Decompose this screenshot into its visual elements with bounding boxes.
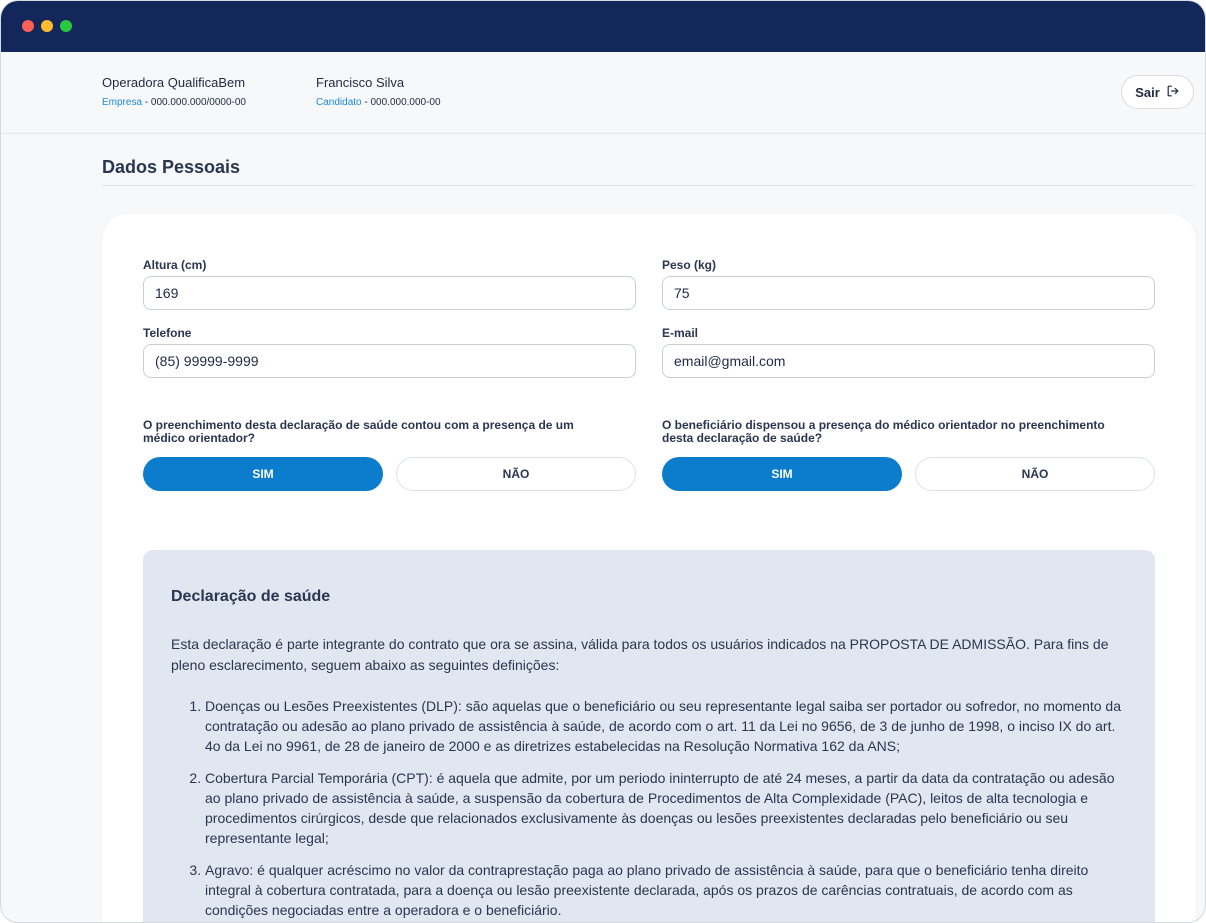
email-value: email@gmail.com (674, 353, 786, 369)
email-label: E-mail (662, 326, 699, 340)
company-details (102, 97, 246, 108)
question-advisor-waived: O beneficiário dispensou a presença do médico orientador no preenchimento desta declaração de saúde? (662, 418, 1105, 445)
company-id: - 000.000.000/0000-00 (142, 97, 246, 108)
question-medical-advisor: O preenchimento desta declaração de saúde contou com a presença de um médico orientador? (143, 418, 574, 445)
q1-yes-button[interactable]: SIM (143, 457, 383, 491)
declaration-intro: Esta declaração é parte integrante do contrato que ora se assina, válida para todos os usuários indicados na PROPOSTA DE ADMISSÃO. Para fins de pleno esclarecimento, seguem abaixo as seguintes definições: (171, 636, 1109, 673)
email-input[interactable] (662, 344, 1155, 378)
height-label: Altura (cm) (143, 258, 207, 272)
company-info (102, 75, 246, 108)
height-input[interactable] (143, 276, 636, 310)
close-window-button[interactable] (22, 20, 34, 32)
candidate-id: - 000.000.000-00 (361, 97, 441, 108)
logout-label: Sair (1135, 84, 1160, 100)
weight-input[interactable] (662, 276, 1155, 310)
health-declaration-panel (143, 550, 1155, 923)
height-value: 169 (155, 285, 179, 301)
q2-yes-button[interactable]: SIM (662, 457, 902, 491)
phone-label: Telefone (143, 326, 192, 340)
definition-item: 1. Doenças ou Lesões Preexistentes (DLP): são aquelas que o beneficiário ou seu representante legal saiba ser portador ou sofredor, no momento da contratação ou adesão ao plano privado de assistência à saúde, de acordo com o art. 11 da Lei no 9656, de 3 de junho de 1998, o inciso IX do art. 4o da Lei no 9961, de 28 de janeiro de 2000 e as diretrizes estabelecidas na Resolução Normativa 162 da ANS; (205, 696, 1127, 756)
definition-item: 3. Agravo: é qualquer acréscimo no valor da contraprestação paga ao plano privado de assistência à saúde, para que o beneficiário tenha direito integral à cobertura contratada, para a doença ou lesão preexistente declarada, após os prazos de carências contratuais, de acordo com as condições negociadas entre a operadora e o beneficiário. (205, 860, 1127, 920)
candidate-details (316, 97, 441, 108)
maximize-window-button[interactable] (60, 20, 72, 32)
candidate-info (316, 75, 441, 108)
weight-value: 75 (674, 285, 690, 301)
company-name: Operadora QualificaBem (102, 75, 246, 90)
phone-value: (85) 99999-9999 (155, 353, 259, 369)
q1-no-button[interactable]: NÃO (396, 457, 636, 491)
definition-item: 2. Cobertura Parcial Temporária (CPT): é aquela que admite, por um periodo ininterrupto de até 24 meses, a partir da data da contratação ou adesão ao plano privado de assistência à saúde, a suspensão da cobertura de Procedimentos de Alta Complexidade (PAC), leitos de alta tecnologia e procedimentos cirúrgicos, desde que relacionados exclusivamente às doenças ou lesões preexistentes declaradas pelo beneficiário ou seu representante legal; (205, 768, 1127, 848)
candidate-name: Francisco Silva (316, 75, 405, 90)
declaration-title: Declaração de saúde (171, 588, 331, 605)
top-header (1, 52, 1205, 134)
company-label: Empresa (102, 97, 143, 108)
logout-button[interactable] (1121, 75, 1194, 109)
window-titlebar (1, 1, 1205, 52)
title-divider (102, 185, 1195, 186)
weight-label: Peso (kg) (662, 258, 717, 272)
logout-icon (1166, 84, 1180, 101)
minimize-window-button[interactable] (41, 20, 53, 32)
declaration-definitions (171, 696, 1127, 920)
q2-no-button[interactable]: NÃO (915, 457, 1155, 491)
candidate-label: Candidato (316, 97, 362, 108)
page-title: Dados Pessoais (102, 157, 241, 177)
phone-input[interactable] (143, 344, 636, 378)
